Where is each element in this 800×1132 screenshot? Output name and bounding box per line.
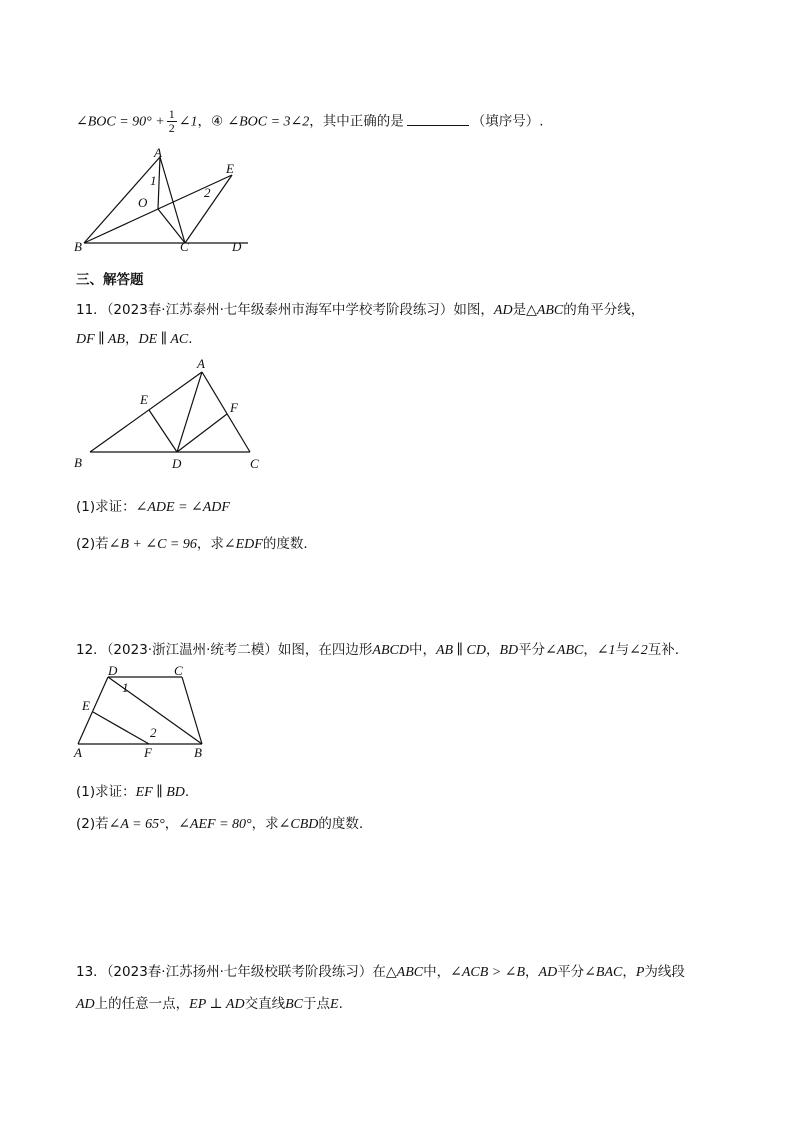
line-cb xyxy=(182,677,202,744)
answer-blank[interactable] xyxy=(407,113,469,126)
label-e: E xyxy=(226,161,234,176)
label-b: B xyxy=(74,239,82,254)
label-2: 2 xyxy=(204,185,211,200)
label-o: O xyxy=(138,195,148,210)
label-2: 2 xyxy=(150,725,157,740)
label-c: C xyxy=(250,456,259,471)
line-ad xyxy=(177,372,202,452)
expr-boc-half: ∠BOC = 90° + xyxy=(76,114,165,130)
label-f: F xyxy=(230,400,238,415)
top-statement-line: ∠BOC = 90° + $\frac{1}{2}$ ∠1，④ ∠BOC = 3∠2，其中正确的是 （填序号）. xyxy=(76,107,544,135)
q12-number: 12． xyxy=(76,642,107,658)
fraction-one-half: $\frac{1}{2}$ xyxy=(168,107,175,135)
label-a: A xyxy=(197,356,205,371)
line-df xyxy=(177,414,227,452)
q11-part1: (1)求证：∠ADE = ∠ADF xyxy=(76,499,230,515)
q11-line1: 11．（2023春·江苏泰州·七年级泰州市海军中学校考阶段练习）如图，AD是△ABC的角平分线， xyxy=(76,302,645,318)
label-d: D xyxy=(232,239,242,254)
q11-part2: (2)若∠B + ∠C = 96，求∠EDF的度数. xyxy=(76,536,308,552)
label-f: F xyxy=(144,745,152,760)
label-a: A xyxy=(74,745,82,760)
line-ac xyxy=(202,372,250,452)
line-ba xyxy=(84,157,160,243)
label-d: D xyxy=(108,663,118,678)
label-d: D xyxy=(172,456,182,471)
label-c: C xyxy=(174,663,183,678)
label-1: 1 xyxy=(150,173,157,188)
q11-line2: DF ∥ AB，DE ∥ AC. xyxy=(76,331,193,347)
label-c: C xyxy=(180,239,189,254)
expr-boc-3-2: ∠BOC = 3∠2 xyxy=(227,114,310,130)
figure-q11-triangle xyxy=(70,352,280,477)
line-ef xyxy=(93,712,149,744)
line-ao xyxy=(158,157,160,209)
section-title: 三、解答题 xyxy=(76,272,144,288)
q13-line1: 13．（2023春·江苏扬州·七年级校联考阶段练习）在△ABC中，∠ACB > ∠B，AD平分∠BAC，P为线段 xyxy=(76,964,685,980)
figure-1-triangle xyxy=(70,145,260,255)
q13-line2: AD上的任意一点，EP ⊥ AD交直线BC于点E. xyxy=(76,996,343,1012)
label-b: B xyxy=(74,455,82,470)
figure-q12-trapezoid xyxy=(70,662,220,762)
line-ed xyxy=(149,410,177,452)
line-oc xyxy=(158,209,185,243)
line-ba xyxy=(90,372,202,452)
q12-part1: (1)求证：EF ∥ BD. xyxy=(76,784,190,800)
label-1: 1 xyxy=(122,680,129,695)
q12-part2: (2)若∠A = 65°，∠AEF = 80°，求∠CBD的度数. xyxy=(76,816,364,832)
line-ac xyxy=(160,157,185,243)
label-e: E xyxy=(140,392,148,407)
q13-number: 13． xyxy=(76,964,107,980)
q12-line1: 12．（2023·浙江温州·统考二模）如图，在四边形ABCD中，AB ∥ CD，BD平分∠ABC，∠1与∠2互补. xyxy=(76,642,680,658)
label-a: A xyxy=(154,145,162,160)
q11-number: 11． xyxy=(76,302,107,318)
label-e: E xyxy=(82,698,90,713)
label-b: B xyxy=(194,745,202,760)
